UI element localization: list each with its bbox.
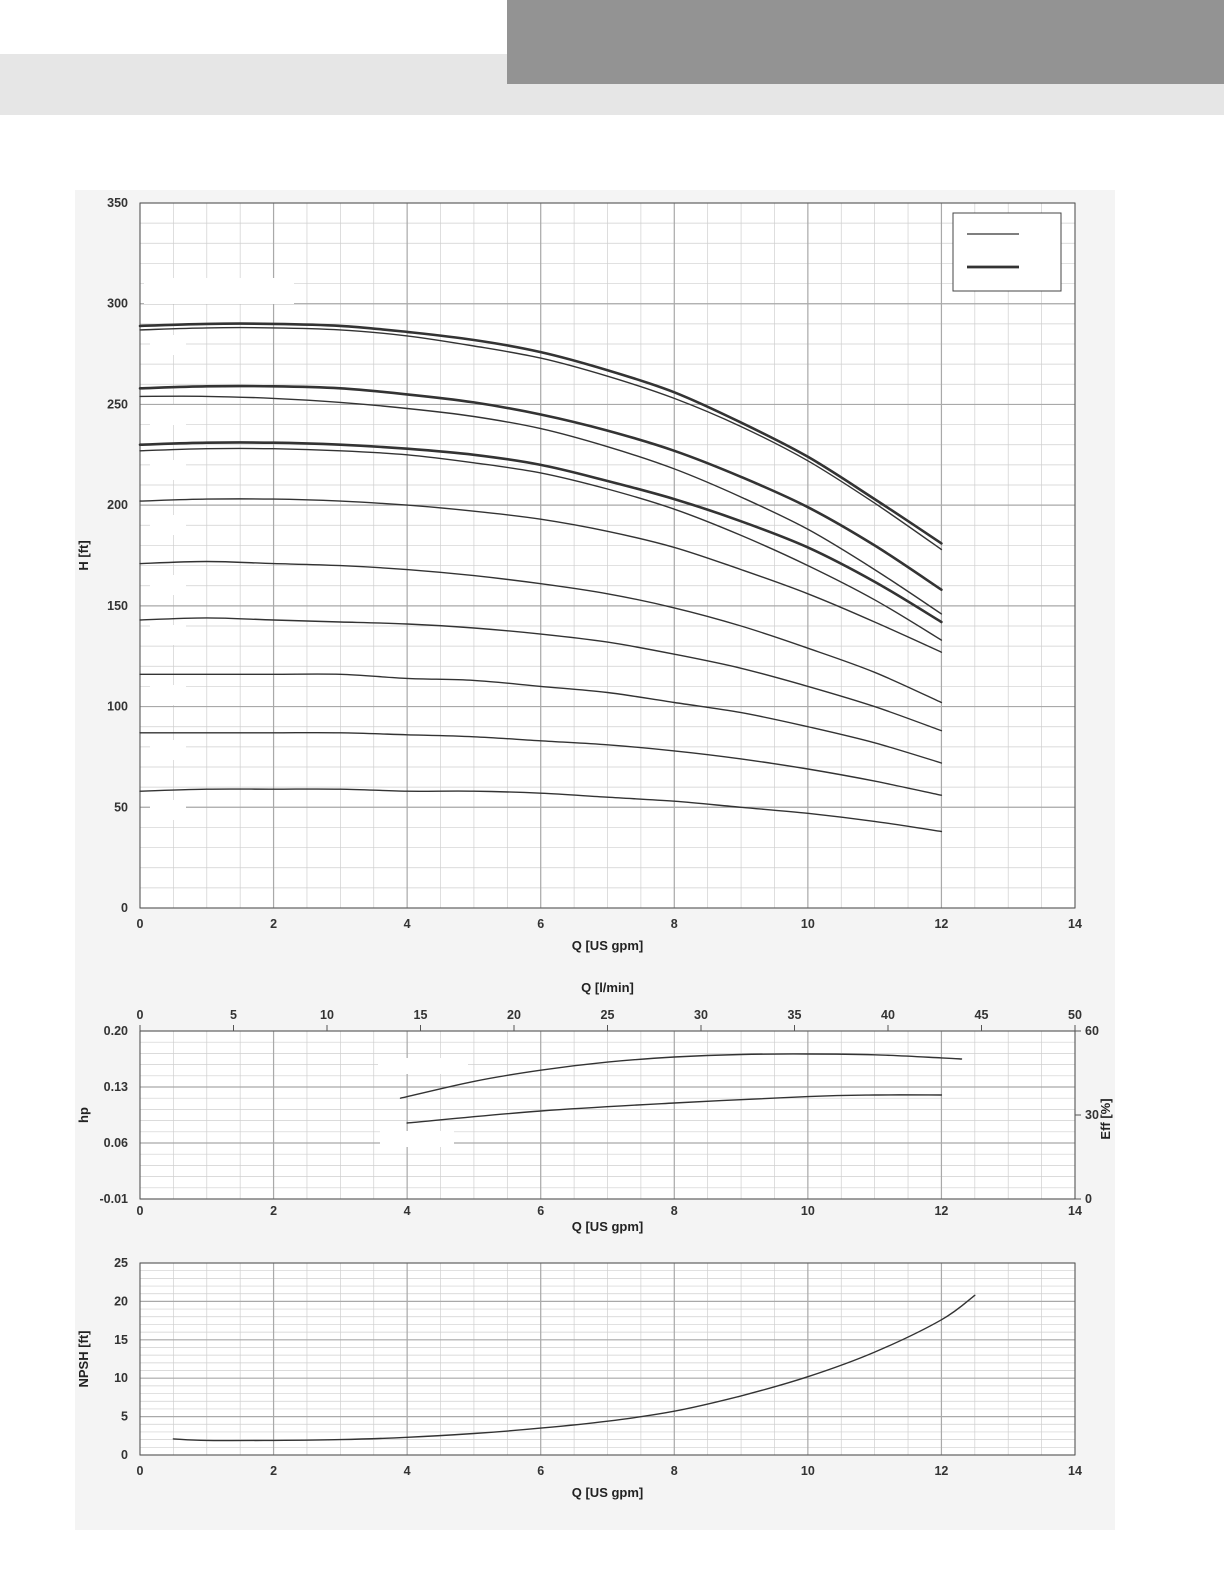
- x-axis-label: Q [US gpm]: [571, 938, 644, 953]
- curve-label-tag: [378, 1058, 468, 1074]
- npsh-chart: [76, 1256, 1082, 1500]
- x2-tick-label: 45: [974, 1008, 989, 1022]
- y-tick-label: 25: [114, 1256, 128, 1270]
- y2-tick-label: 30: [1085, 1108, 1099, 1122]
- y-tick-label: 0.20: [103, 1024, 128, 1038]
- x-tick-label: 12: [934, 917, 949, 931]
- curve-label-tag: [150, 515, 186, 535]
- x-tick-label: 12: [934, 1204, 949, 1218]
- x2-tick-label: 15: [413, 1008, 428, 1022]
- y-tick-label: 350: [107, 196, 128, 210]
- y-tick-label: 5: [121, 1409, 128, 1424]
- curve-label-tag: [150, 335, 186, 355]
- y2-tick-label: 60: [1085, 1024, 1099, 1038]
- legend-box: [953, 213, 1061, 291]
- curve-label-tag: [144, 278, 294, 304]
- curve-label-tag: [150, 800, 186, 820]
- y2-axis-label: Eff [%]: [1098, 1098, 1113, 1140]
- x2-tick-label: 35: [787, 1008, 802, 1022]
- x2-tick-label: 0: [136, 1008, 144, 1022]
- curve-label-tag: [150, 575, 186, 595]
- y-tick-label: 0.13: [103, 1080, 128, 1094]
- x-tick-label: 14: [1068, 1464, 1082, 1478]
- x-tick-label: 4: [403, 1204, 411, 1218]
- x-tick-label: 6: [537, 1464, 545, 1478]
- curve-label-tag: [150, 740, 186, 760]
- y-tick-label: 100: [107, 699, 128, 714]
- curve-label-tag: [150, 625, 186, 645]
- x-tick-label: 12: [934, 1464, 949, 1478]
- y-axis-label: H [ft]: [76, 540, 91, 571]
- y-tick-label: 0.06: [103, 1136, 128, 1150]
- curve-label-tag: [380, 1131, 454, 1147]
- x-tick-label: 8: [670, 1464, 678, 1478]
- x2-tick-label: 5: [230, 1008, 237, 1022]
- y-tick-label: 0: [121, 901, 128, 915]
- x-tick-label: 2: [270, 917, 278, 931]
- x-tick-label: 6: [537, 1204, 545, 1218]
- x2-tick-label: 10: [320, 1008, 334, 1022]
- x2-tick-label: 50: [1068, 1008, 1082, 1022]
- y-tick-label: 150: [107, 598, 128, 613]
- x-tick-label: 10: [800, 917, 815, 931]
- x-tick-label: 0: [136, 917, 144, 931]
- y-tick-label: 250: [107, 397, 128, 412]
- x-tick-label: 8: [670, 1204, 678, 1218]
- y-tick-label: 300: [107, 296, 128, 311]
- curve-label-tag: [150, 460, 186, 480]
- x-tick-label: 4: [403, 1464, 411, 1478]
- x2-tick-label: 40: [881, 1008, 895, 1022]
- x-tick-label: 14: [1068, 1204, 1082, 1218]
- x-tick-label: 0: [136, 1204, 144, 1218]
- y-tick-label: 0: [121, 1448, 128, 1462]
- power-efficiency-chart: [76, 980, 1113, 1234]
- x2-axis-label: Q [l/min]: [581, 980, 634, 995]
- y-axis-label: hp: [76, 1107, 91, 1123]
- x-tick-label: 0: [136, 1464, 144, 1478]
- y-axis-label: NPSH [ft]: [76, 1330, 91, 1388]
- x-tick-label: 10: [800, 1204, 815, 1218]
- x2-tick-label: 30: [694, 1008, 708, 1022]
- y-tick-label: 10: [114, 1371, 128, 1386]
- x-tick-label: 10: [800, 1464, 815, 1478]
- y2-tick-label: 0: [1085, 1192, 1092, 1206]
- x-axis-label: Q [US gpm]: [571, 1485, 644, 1500]
- x-tick-label: 4: [403, 917, 411, 931]
- curve-label-tag: [150, 685, 186, 705]
- legend: [953, 213, 1061, 291]
- y-tick-label: 200: [107, 498, 128, 513]
- head-chart: [76, 196, 1082, 953]
- x2-tick-label: 20: [507, 1008, 521, 1022]
- y-tick-label: 15: [114, 1332, 128, 1347]
- x-tick-label: 14: [1068, 917, 1082, 931]
- x-tick-label: 8: [670, 917, 678, 931]
- x-tick-label: 2: [270, 1464, 278, 1478]
- x2-tick-label: 25: [600, 1008, 615, 1022]
- y-tick-label: 50: [114, 800, 128, 815]
- x-axis-label: Q [US gpm]: [571, 1219, 644, 1234]
- y-tick-label: 20: [114, 1294, 128, 1309]
- curve-label-tag: [150, 405, 186, 425]
- x-tick-label: 6: [537, 917, 545, 931]
- y-tick-label: -0.01: [99, 1192, 128, 1206]
- x-tick-label: 2: [270, 1204, 278, 1218]
